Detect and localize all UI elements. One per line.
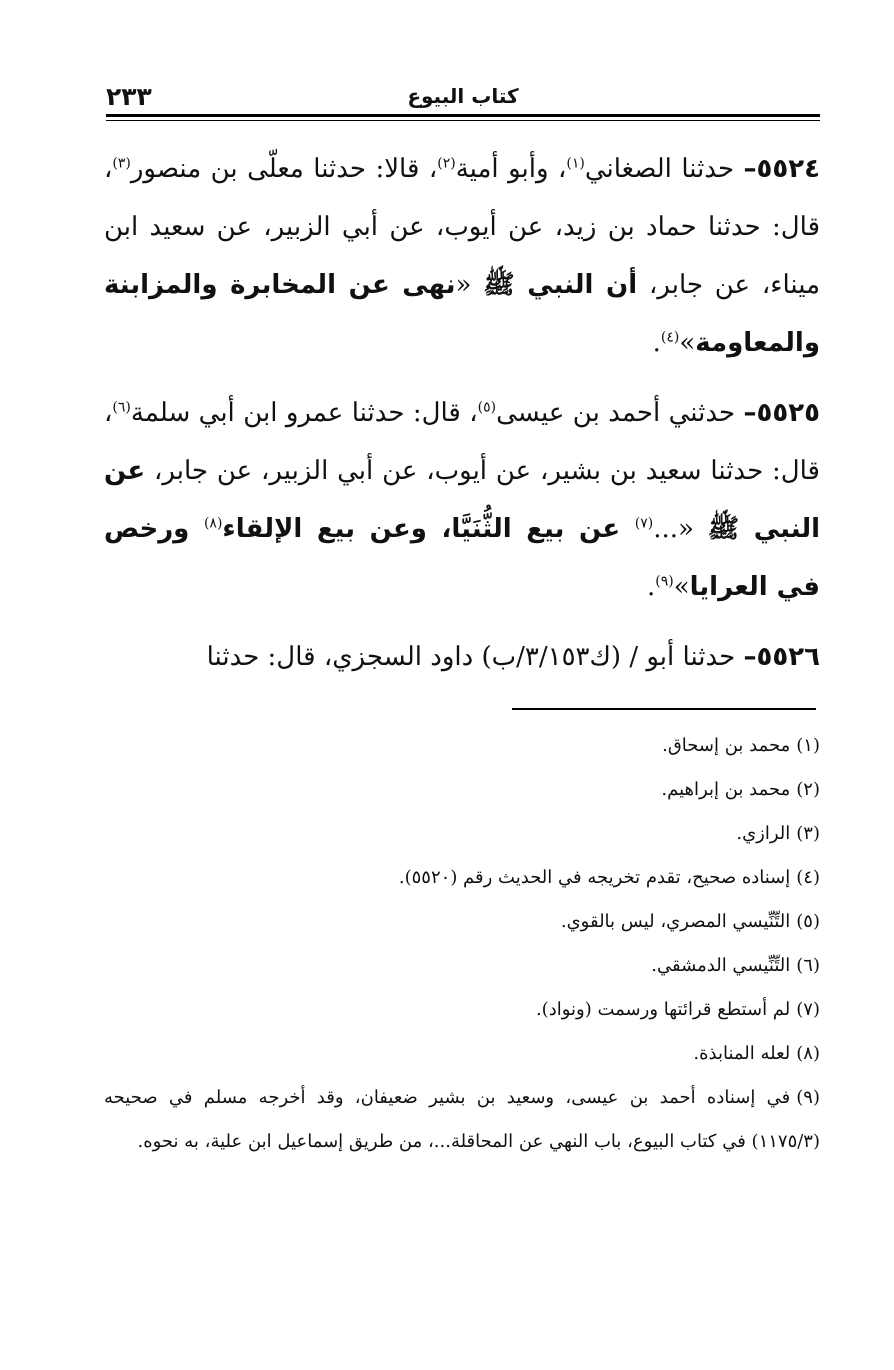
hadith-text: ، قالا: حدثنا معلّى بن منصور [130, 154, 438, 184]
hadith-bold-text: ورخص في العرايا [104, 514, 820, 602]
footnote-ref: (٣) [112, 155, 131, 172]
footnote-marker: (٣) [796, 823, 820, 844]
footnote-marker: (٨) [796, 1043, 820, 1064]
hadith-text: ، قال: حدثنا عمرو ابن أبي سلمة [130, 398, 478, 428]
footnote-ref: (١) [566, 155, 585, 172]
hadith-text: » [679, 328, 696, 358]
hadith-number: ٥٥٢٥ [756, 398, 820, 428]
footnotes [104, 724, 820, 1164]
footnote-text: محمد بن إبراهيم. [661, 779, 791, 800]
footnote-ref: (٤) [660, 329, 680, 346]
hadith-text: ، قال: حدثنا حماد بن زيد، عن أيوب، عن أبي الزبير، عن سعيد ابن ميناء، عن جابر، [104, 154, 821, 300]
hadith-5524 [104, 140, 820, 372]
hadith-number: ٥٥٢٦ [756, 642, 820, 672]
footnote-ref: (٥) [477, 399, 497, 416]
main-text [104, 140, 820, 698]
footnote-marker: (٧) [796, 999, 820, 1020]
footnote-2 [104, 768, 820, 812]
footnote-text: في إسناده أحمد بن عيسى، وسعيد بن بشير ضعيفان، وقد أخرجه مسلم في صحيحه (١١٧٥/٣) في كتاب البيوع، باب النهي عن المحاقلة...، من طريق إسماعيل ابن علية، به نحوه. [104, 1087, 820, 1152]
hadith-text: حدثني أحمد بن عيسى [496, 398, 744, 428]
footnote-1 [104, 724, 820, 768]
hadith-bold-text: نهى عن المخابرة والمزابنة والمعاومة [104, 270, 820, 358]
footnote-marker: (٤) [796, 867, 820, 888]
hadith-dash: – [743, 398, 757, 428]
hadith-5526 [104, 628, 820, 686]
hadith-bold-text: عن بيع الثُّنَيَّا، وعن بيع الإلقاء [222, 514, 635, 544]
hadith-bold-text: عن النبي ﷺ [104, 456, 821, 544]
hadith-text: ، قال: حدثنا سعيد بن بشير، عن أيوب، عن أبي الزبير، عن جابر، [104, 398, 820, 486]
hadith-number: ٥٥٢٤ [756, 154, 820, 184]
footnote-9 [104, 1076, 820, 1164]
footnote-marker: (٩) [796, 1087, 820, 1108]
footnote-text: محمد بن إسحاق. [662, 735, 791, 756]
header-rule-thick [106, 114, 820, 117]
footnote-7 [104, 988, 820, 1032]
footnote-6 [104, 944, 820, 988]
hadith-text: » [673, 572, 690, 602]
footnote-ref: (٩) [655, 573, 674, 590]
hadith-bold-text: أن النبي ﷺ [483, 270, 638, 300]
hadith-text: « [455, 270, 484, 300]
header-rule-thin [106, 120, 820, 121]
hadith-dash: – [743, 154, 757, 184]
hadith-dash: – [743, 642, 757, 672]
footnote-text: لم أستطع قرائتها ورسمت (ونواد). [535, 999, 791, 1020]
hadith-text: ، وأبو أمية [455, 154, 567, 184]
footnote-marker: (٦) [796, 955, 820, 976]
hadith-text: حدثنا أبو / (ك٣/١٥٣/ب) داود السجزي، قال: حدثنا [206, 642, 744, 672]
page-number: ٢٣٣ [106, 82, 152, 111]
footnote-ref: (٨) [203, 515, 223, 532]
footnote-5 [104, 900, 820, 944]
footnote-text: التِّنِّيسي المصري، ليس بالقوي. [560, 911, 791, 932]
footnote-ref: (٦) [112, 399, 131, 416]
footnote-ref: (٢) [437, 155, 456, 172]
footnote-8 [104, 1032, 820, 1076]
footnote-text: الرازي. [736, 823, 791, 844]
footnote-marker: (١) [796, 735, 820, 756]
hadith-text: «... [653, 514, 708, 544]
running-title: كتاب البيوع [407, 84, 519, 108]
footnote-ref: (٧) [634, 515, 654, 532]
footnote-3 [104, 812, 820, 856]
hadith-text: . [647, 572, 656, 602]
footnote-marker: (٢) [796, 779, 820, 800]
footnote-text: التِّنِّيسي الدمشقي. [651, 955, 791, 976]
footnote-4 [104, 856, 820, 900]
hadith-text: حدثنا الصغاني [584, 154, 744, 184]
footnote-marker: (٥) [796, 911, 820, 932]
hadith-5525 [104, 384, 820, 616]
footnote-text: إسناده صحيح، تقدم تخريجه في الحديث رقم (٥٥٢٠). [398, 867, 791, 888]
footnote-text: لعله المنابذة. [693, 1043, 791, 1064]
footnote-separator [512, 708, 816, 710]
page-header [106, 82, 820, 112]
hadith-text: . [652, 328, 661, 358]
